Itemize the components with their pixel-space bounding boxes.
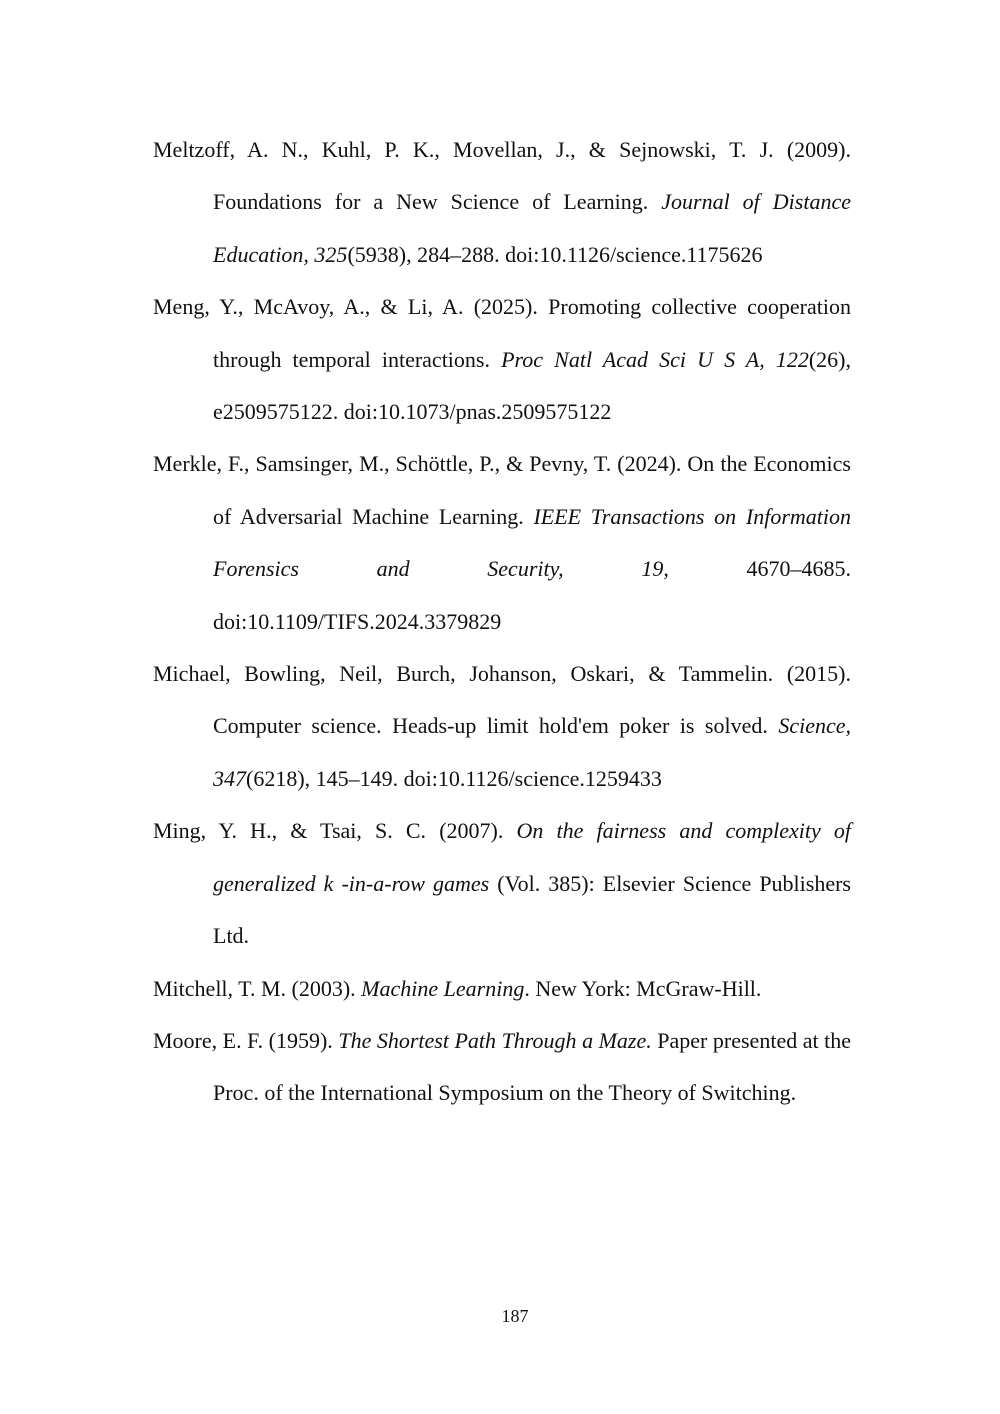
- reference-entry: [153, 963, 851, 1015]
- reference-text: , 4670–4685. doi:10.1109/TIFS.2024.3379829: [213, 556, 851, 634]
- reference-text: (Vol. 385): Elsevier Science Publishers Ltd.: [213, 870, 851, 949]
- reference-text: (5938), 284–288. doi:10.1126/science.1175626: [347, 241, 763, 267]
- reference-italic-text: Machine Learning: [361, 975, 525, 1001]
- reference-text: Mitchell, T. M. (2003).: [153, 975, 362, 1001]
- page-number: 187: [501, 1306, 529, 1326]
- reference-text: Moore, E. F. (1959).: [153, 1027, 339, 1053]
- reference-text: . New York: McGraw-Hill.: [524, 975, 762, 1001]
- reference-entry: [153, 124, 851, 281]
- reference-entry: [153, 438, 851, 648]
- reference-text: Paper presented at the Proc. of the International Symposium on the Theory of Switching.: [213, 1027, 852, 1106]
- reference-text: Meltzoff, A. N., Kuhl, P. K., Movellan, J., & Sejnowski, T. J. (2009). Foundations for a New Science of Learning.: [153, 137, 851, 215]
- reference-italic-text: Journal of Distance Education, 325: [213, 189, 851, 267]
- reference-text: Merkle, F., Samsinger, M., Schöttle, P., & Pevny, T. (2024). On the Economics of Adversarial Machine Learning.: [153, 451, 851, 529]
- reference-italic-text: The Shortest Path Through a Maze.: [338, 1027, 652, 1053]
- reference-text: (6218), 145–149. doi:10.1126/science.1259433: [246, 765, 662, 791]
- reference-entry: [153, 1015, 851, 1120]
- reference-entry: [153, 805, 851, 962]
- reference-text: Michael, Bowling, Neil, Burch, Johanson, Oskari, & Tammelin. (2015). Computer science. Heads-up limit hold'em poker is solved.: [153, 661, 851, 739]
- reference-italic-text: On the fairness and complexity of generalized k -in-a-row games: [213, 818, 851, 896]
- reference-text: Meng, Y., McAvoy, A., & Li, A. (2025). Promoting collective cooperation through temporal interactions.: [153, 294, 851, 372]
- reference-text: Ming, Y. H., & Tsai, S. C. (2007).: [153, 818, 517, 844]
- reference-list: [153, 124, 851, 1120]
- reference-italic-text: Science, 347: [213, 713, 851, 791]
- reference-text: (26), e2509575122. doi:10.1073/pnas.2509575122: [213, 346, 852, 425]
- reference-italic-text: Proc Natl Acad Sci U S A, 122: [501, 346, 809, 372]
- reference-entry: [153, 648, 851, 805]
- reference-italic-text: IEEE Transactions on Information Forensics and Security, 19: [213, 503, 852, 582]
- reference-entry: [153, 281, 851, 438]
